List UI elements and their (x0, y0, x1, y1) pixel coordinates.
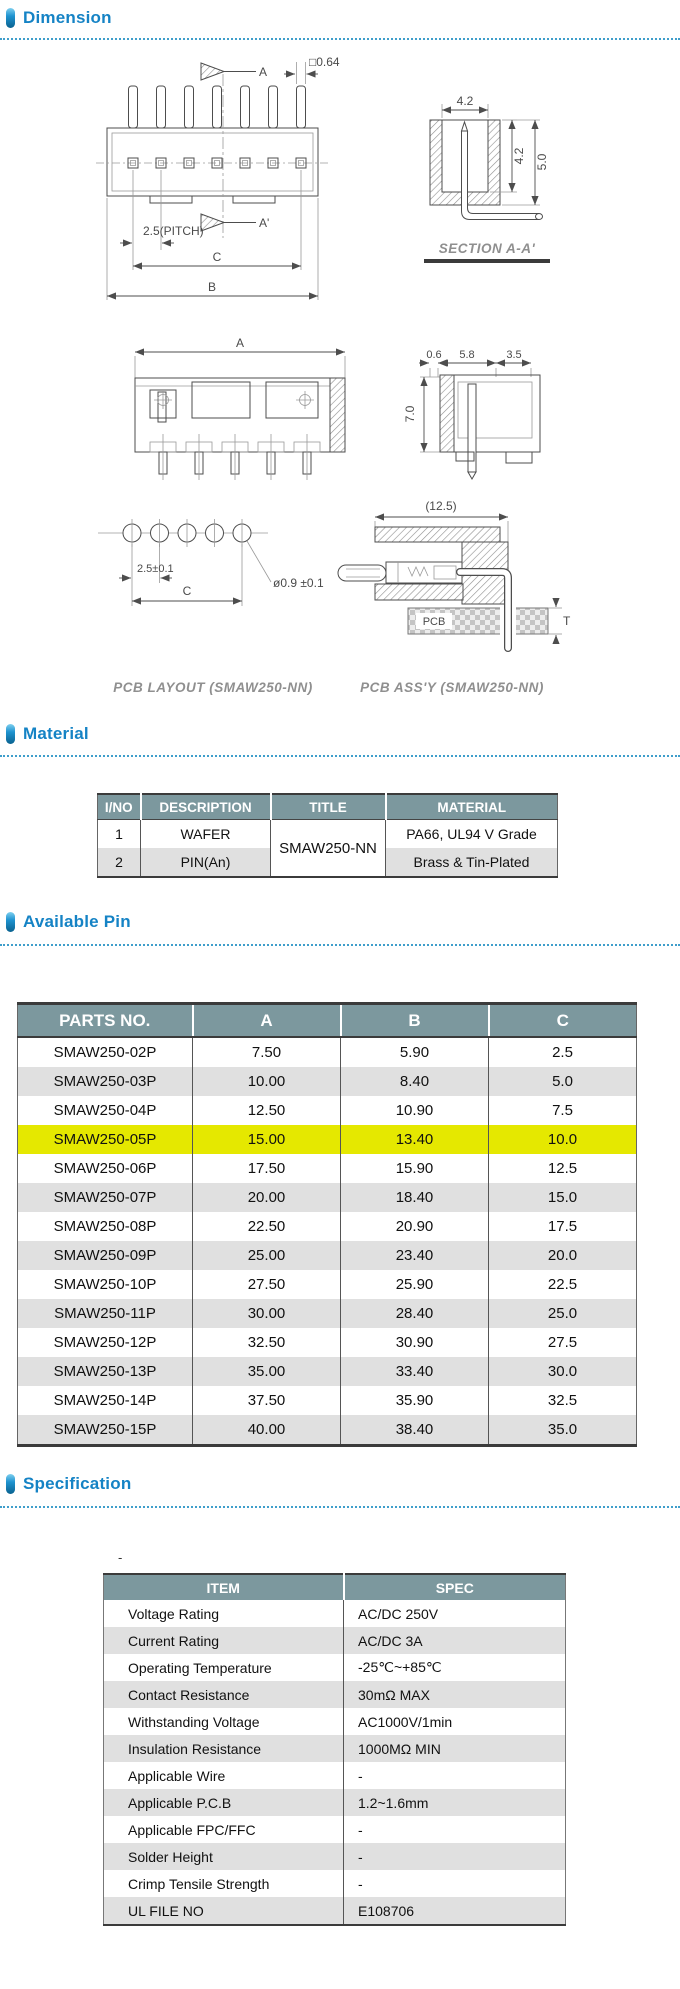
pin-c-cell: 20.0 (489, 1241, 637, 1270)
pin-b-cell: 18.40 (341, 1183, 489, 1212)
dim-c-label: C (212, 250, 222, 264)
pin-b-cell: 35.90 (341, 1386, 489, 1415)
section-bullet-icon (6, 1474, 15, 1494)
pin-b-cell: 13.40 (341, 1125, 489, 1154)
pin-table-row (18, 1299, 637, 1328)
section-inner-height-dim: 4.2 (512, 147, 526, 165)
pin-part-cell: SMAW250-12P (53, 1334, 157, 1351)
pin-header-parts: PARTS NO. (18, 1004, 193, 1038)
pin-a-cell: 20.00 (193, 1183, 341, 1212)
pin-table-row (18, 1386, 637, 1415)
dimension-drawings (0, 40, 680, 705)
pin-a-cell: 17.50 (193, 1154, 341, 1183)
spec-row (104, 1816, 566, 1843)
material-row (98, 820, 558, 849)
material-material-cell: Brass & Tin-Plated (386, 848, 558, 877)
pin-b-cell: 10.90 (341, 1096, 489, 1125)
pin-a-cell: 7.50 (193, 1037, 341, 1067)
pin-c-cell: 27.5 (489, 1328, 637, 1357)
pin-b-cell: 28.40 (341, 1299, 489, 1328)
assy-overall-dim: (12.5) (425, 499, 457, 513)
spec-item-cell: Withstanding Voltage (128, 1713, 260, 1730)
pin-table-row (18, 1096, 637, 1125)
pcb-layout-drawing (98, 519, 324, 695)
material-header-description: DESCRIPTION (141, 794, 271, 820)
spec-row (104, 1600, 566, 1627)
material-ino-cell: 2 (98, 848, 141, 877)
pin-table-row (18, 1328, 637, 1357)
pin-c-cell: 30.0 (489, 1357, 637, 1386)
side-height-dim: 7.0 (403, 405, 417, 423)
pin-b-cell: 33.40 (341, 1357, 489, 1386)
pin-b-cell: 8.40 (341, 1067, 489, 1096)
spec-item-cell: Applicable Wire (128, 1767, 226, 1784)
pcb-layout-caption: PCB LAYOUT (SMAW250-NN) (113, 680, 313, 695)
spec-value-cell: 30mΩ MAX (344, 1681, 566, 1708)
spec-value-cell: - (344, 1843, 566, 1870)
material-material-cell: PA66, UL94 V Grade (386, 820, 558, 849)
pin-b-cell: 15.90 (341, 1154, 489, 1183)
spec-row (104, 1627, 566, 1654)
pin-a-cell: 22.50 (193, 1212, 341, 1241)
pin-a-cell: 35.00 (193, 1357, 341, 1386)
pin-b-cell: 25.90 (341, 1270, 489, 1299)
pin-table-row (18, 1270, 637, 1299)
section-bullet-icon (6, 8, 15, 28)
pin-c-cell: 35.0 (489, 1415, 637, 1446)
pin-table-row-highlighted (18, 1125, 637, 1154)
pcb-dim-c: C (182, 584, 192, 598)
spec-item-cell: Solder Height (104, 1843, 344, 1870)
pin-a-cell: 30.00 (193, 1299, 341, 1328)
specification-table (103, 1573, 566, 1926)
material-header-title: TITLE (271, 794, 386, 820)
pcb-assy-drawing (338, 499, 571, 695)
specification-section-header (6, 1474, 131, 1494)
spec-value-cell: 1000MΩ MIN (344, 1735, 566, 1762)
spec-header-row (104, 1574, 566, 1600)
spec-value-cell: 1.2~1.6mm (344, 1789, 566, 1816)
pin-c-cell: 2.5 (489, 1037, 637, 1067)
front-view-drawing (96, 55, 340, 300)
pin-c-cell: 22.5 (489, 1270, 637, 1299)
pin-a-cell: 10.00 (193, 1067, 341, 1096)
pin-part-cell: SMAW250-09P (18, 1241, 193, 1270)
side-dim1-label: 0.6 (426, 349, 442, 361)
pin-a-cell: 27.50 (193, 1270, 341, 1299)
dim-a-label: A (235, 336, 245, 350)
section-title: Specification (23, 1474, 132, 1493)
pin-part-cell: SMAW250-08P (53, 1218, 157, 1235)
dotted-divider (0, 1506, 680, 1508)
section-arrow-label-top: A (259, 65, 268, 79)
dimension-section-header (6, 8, 112, 28)
pin-a-cell: 25.00 (193, 1241, 341, 1270)
pin-c-cell: 17.5 (489, 1212, 637, 1241)
spec-header-item: ITEM (104, 1574, 344, 1600)
spec-item-cell: Insulation Resistance (104, 1735, 344, 1762)
spec-value-cell: - (344, 1762, 566, 1789)
side-view-drawing (403, 349, 540, 479)
pin-a-cell: 12.50 (193, 1096, 341, 1125)
section-width-dim: 4.2 (456, 94, 474, 108)
pin-part-cell: SMAW250-04P (53, 1102, 157, 1119)
section-title: Available Pin (23, 912, 131, 931)
pin-b-cell: 5.90 (341, 1037, 489, 1067)
pin-part-cell: SMAW250-10P (53, 1276, 157, 1293)
section-view-drawing (424, 94, 550, 263)
section-bullet-icon (6, 724, 15, 744)
dotted-divider (0, 755, 680, 757)
spec-row (104, 1897, 566, 1925)
pin-part-cell: SMAW250-15P (18, 1415, 193, 1446)
pin-part-cell: SMAW250-13P (18, 1357, 193, 1386)
pin-table-row (18, 1241, 637, 1270)
pin-part-cell: SMAW250-07P (18, 1183, 193, 1212)
spec-item-cell: Contact Resistance (104, 1681, 344, 1708)
pin-table-row (18, 1154, 637, 1183)
material-description-cell: PIN(An) (141, 848, 271, 877)
pin-header-c: C (489, 1004, 637, 1038)
pcb-thickness-dim: T (563, 614, 571, 628)
side-dim2-label: 5.8 (459, 349, 475, 361)
pitch-dim-label: 2.5(PITCH) (143, 224, 204, 238)
material-header-row (98, 794, 558, 820)
spec-row (104, 1789, 566, 1816)
available-pin-table (17, 1002, 637, 1447)
spec-row (104, 1654, 566, 1681)
section-title: Material (23, 724, 89, 743)
spec-row (104, 1735, 566, 1762)
dim-b-label: B (207, 280, 217, 294)
pcb-assy-caption: PCB ASS'Y (SMAW250-NN) (360, 680, 544, 695)
pcb-hole-dim: ø0.9 ±0.1 (273, 576, 324, 590)
spec-value-cell: - (344, 1816, 566, 1843)
spec-item-cell: Voltage Rating (128, 1605, 220, 1622)
spec-value-cell: -25℃~+85℃ (344, 1654, 566, 1681)
pin-part-cell: SMAW250-03P (18, 1067, 193, 1096)
stray-mark: - (118, 1550, 123, 1565)
pcb-pitch-dim: 2.5±0.1 (137, 563, 174, 575)
section-bullet-icon (6, 912, 15, 932)
material-ino-cell: 1 (115, 826, 123, 842)
pin-b-cell: 30.90 (341, 1328, 489, 1357)
material-section-header (6, 724, 89, 744)
pin-header-b: B (341, 1004, 489, 1038)
pin-a-cell: 32.50 (193, 1328, 341, 1357)
spec-header-spec: SPEC (344, 1574, 566, 1600)
pin-table-row (18, 1212, 637, 1241)
pin-table-row (18, 1357, 637, 1386)
pin-a-cell: 40.00 (193, 1415, 341, 1446)
pin-table-row (18, 1037, 637, 1067)
material-table (97, 793, 558, 878)
pin-part-cell: SMAW250-02P (53, 1044, 157, 1061)
spec-row (104, 1870, 566, 1897)
spec-item-cell: Current Rating (104, 1627, 344, 1654)
pin-table-header-row (18, 1004, 637, 1038)
pin-b-cell: 20.90 (341, 1212, 489, 1241)
spec-row (104, 1762, 566, 1789)
pin-c-cell: 7.5 (489, 1096, 637, 1125)
pin-c-cell: 5.0 (489, 1067, 637, 1096)
spec-item-cell: Crimp Tensile Strength (128, 1875, 270, 1892)
spec-value-cell: AC/DC 250V (344, 1600, 566, 1627)
spec-row (104, 1708, 566, 1735)
pin-c-cell: 15.0 (489, 1183, 637, 1212)
available-pin-section-header (6, 912, 131, 932)
pcb-bar-label: PCB (422, 616, 446, 628)
pin-a-cell: 37.50 (193, 1386, 341, 1415)
pin-table-row (18, 1067, 637, 1096)
spec-item-cell: Operating Temperature (128, 1659, 272, 1676)
material-title-cell: SMAW250-NN (271, 820, 386, 878)
spec-item-cell: Applicable FPC/FFC (128, 1821, 256, 1838)
pin-c-cell: 10.0 (489, 1125, 637, 1154)
material-description-cell: WAFER (141, 820, 271, 849)
spec-value-cell: AC1000V/1min (344, 1708, 566, 1735)
pin-part-cell: SMAW250-05P (18, 1125, 193, 1154)
spec-row (104, 1681, 566, 1708)
pin-table-row (18, 1183, 637, 1212)
pin-table-row (18, 1415, 637, 1446)
spec-value-cell: - (344, 1870, 566, 1897)
pin-part-cell: SMAW250-14P (53, 1392, 157, 1409)
spec-value-cell: AC/DC 3A (344, 1627, 566, 1654)
pin-square-dim-label: □0.64 (309, 55, 340, 69)
material-header-ino: I/NO (98, 794, 141, 820)
side-dim3-label: 3.5 (506, 349, 522, 361)
pin-c-cell: 32.5 (489, 1386, 637, 1415)
pin-part-cell: SMAW250-06P (53, 1160, 157, 1177)
spec-value-cell: E108706 (344, 1897, 566, 1925)
pin-c-cell: 12.5 (489, 1154, 637, 1183)
spec-row (104, 1843, 566, 1870)
section-title: Dimension (23, 8, 112, 27)
spec-item-cell: UL FILE NO (104, 1897, 344, 1925)
material-header-material: MATERIAL (386, 794, 558, 820)
spec-item-cell: Applicable P.C.B (104, 1789, 344, 1816)
section-arrow-label-bottom: A' (259, 216, 270, 230)
section-caption: SECTION A-A' (438, 241, 536, 256)
pin-b-cell: 23.40 (341, 1241, 489, 1270)
pin-b-cell: 38.40 (341, 1415, 489, 1446)
pin-c-cell: 25.0 (489, 1299, 637, 1328)
pin-part-cell: SMAW250-11P (18, 1299, 193, 1328)
pin-a-cell: 15.00 (193, 1125, 341, 1154)
section-outer-height-dim: 5.0 (535, 153, 549, 171)
pin-header-a: A (193, 1004, 341, 1038)
dotted-divider (0, 944, 680, 946)
top-view-drawing (135, 336, 345, 480)
